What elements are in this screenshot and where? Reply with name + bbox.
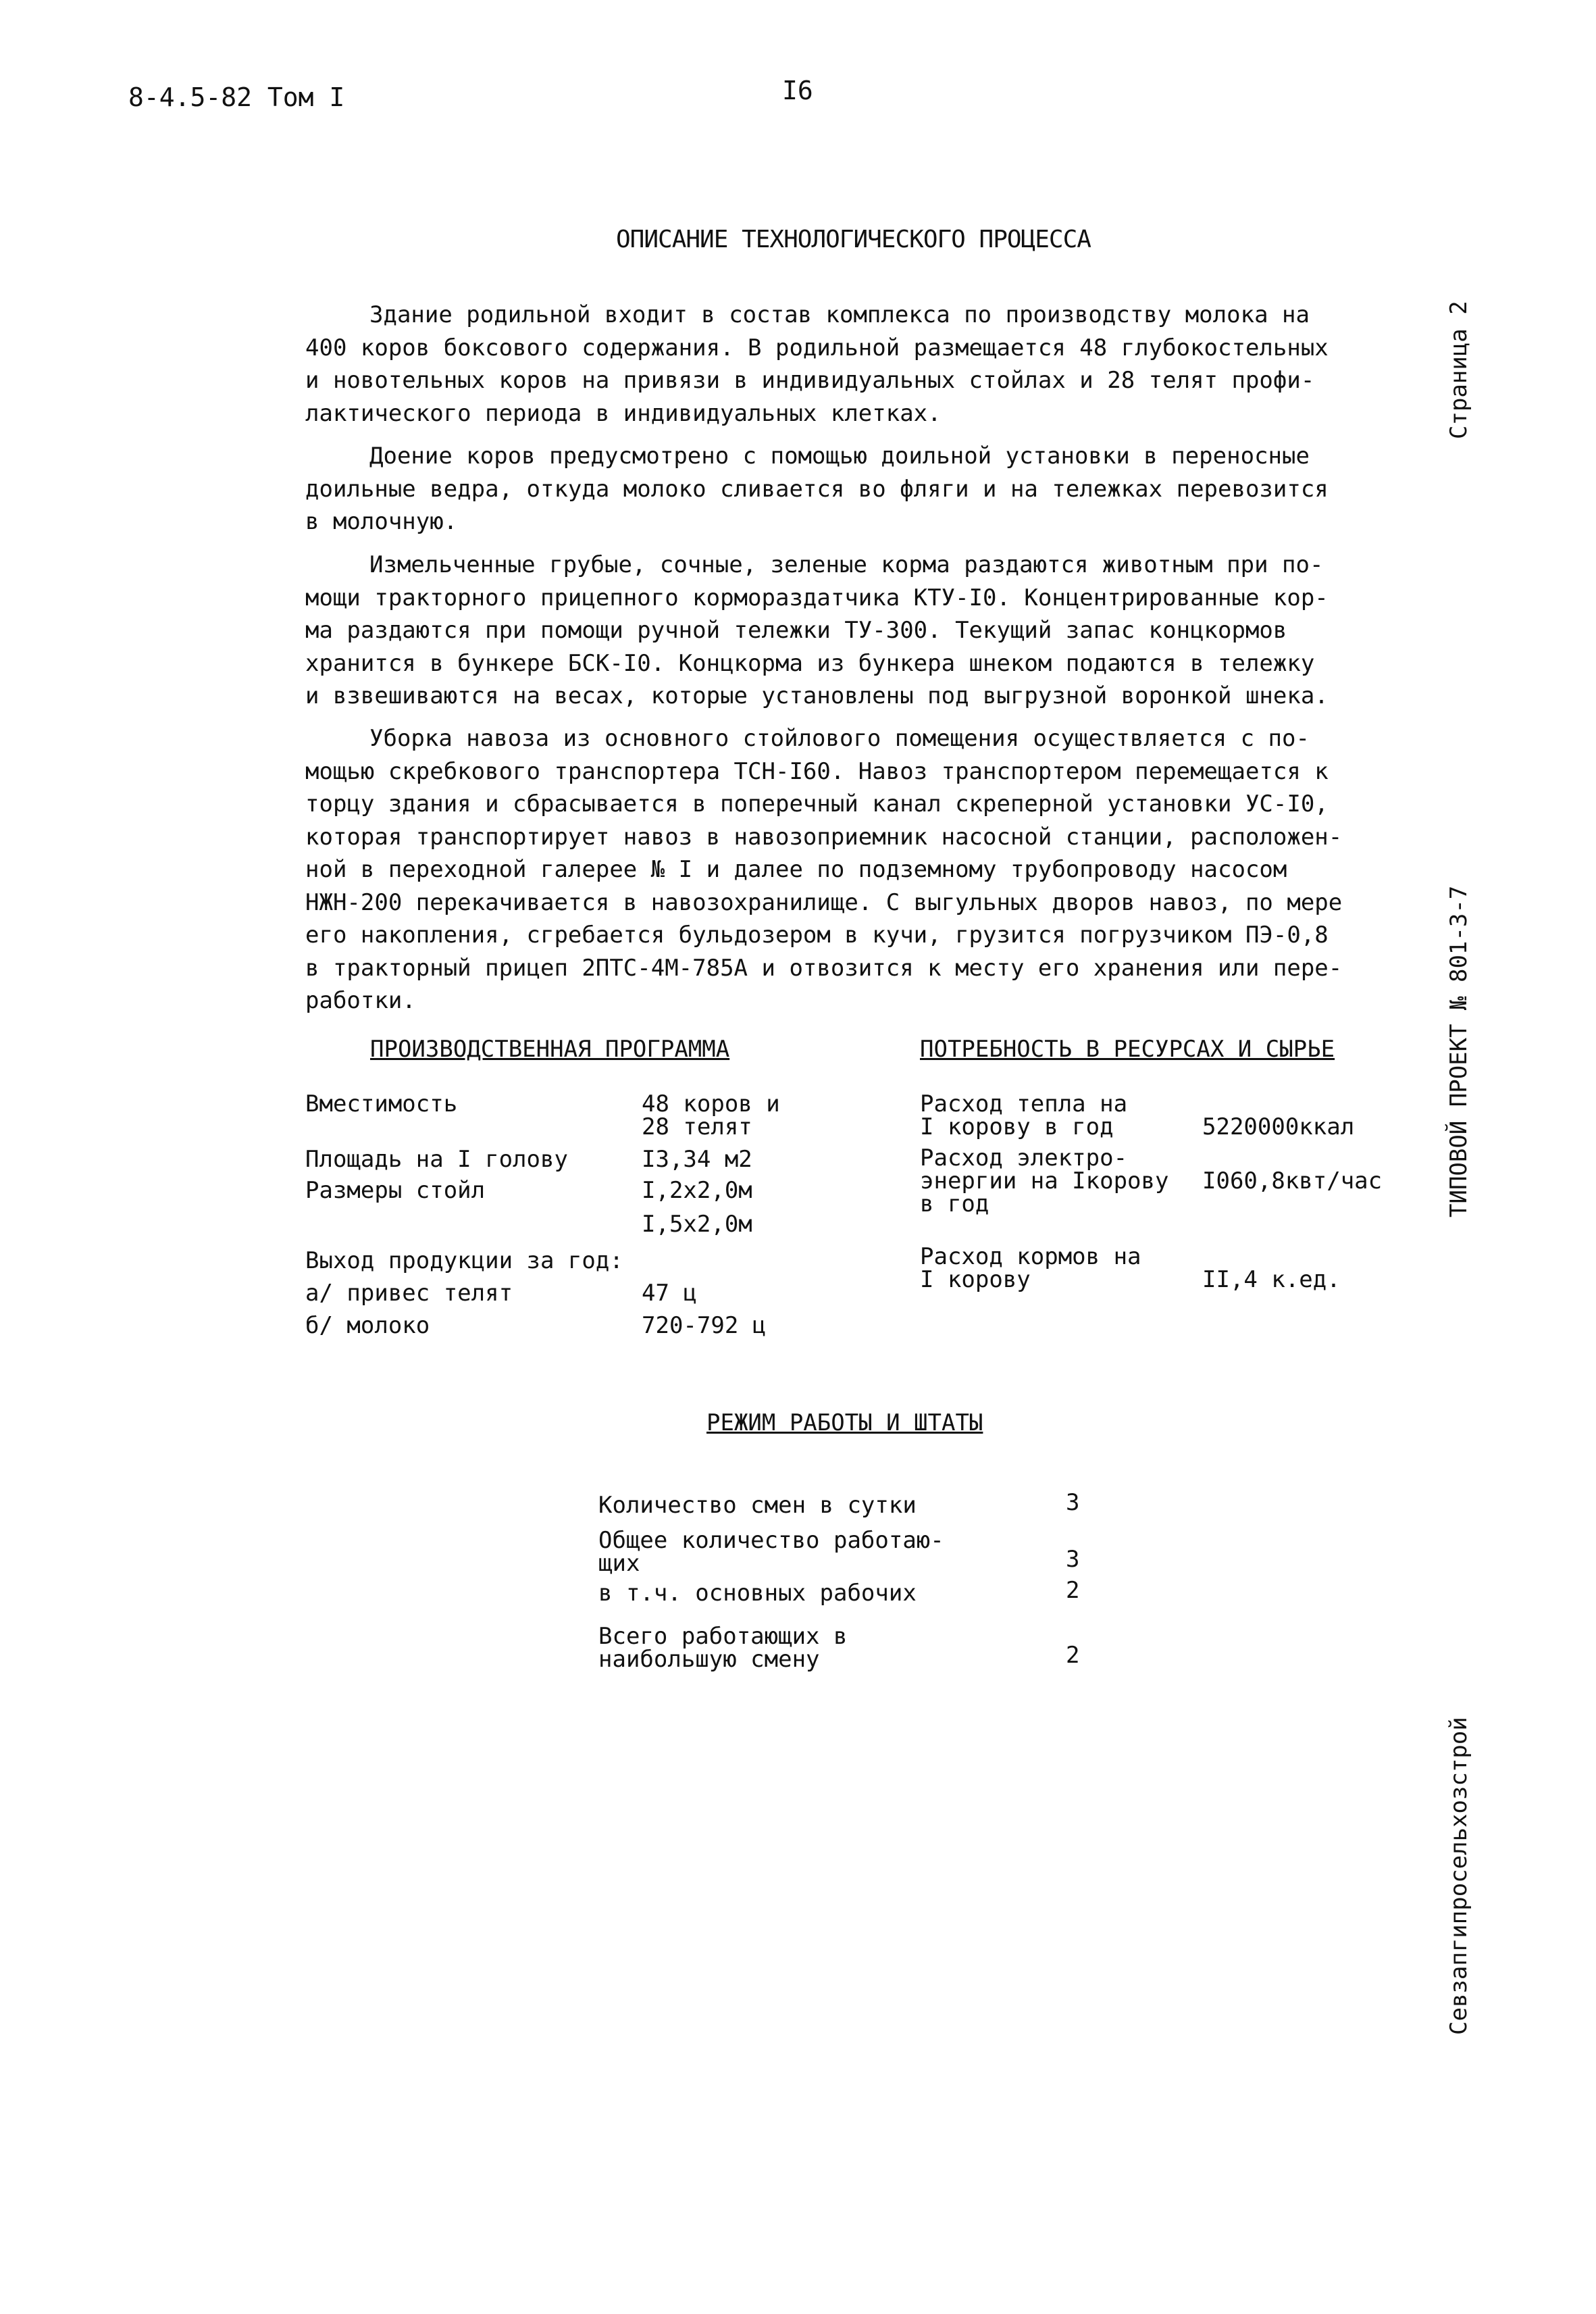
text-line: ной в переходной галерее № I и далее по подземному трубопроводу насосом	[305, 856, 1287, 883]
text-line: работки.	[305, 987, 416, 1014]
shifts-label: Количество смен в сутки	[598, 1492, 917, 1519]
text-line: мощи тракторного прицепного кормораздатчика КТУ-I0. Концентрированные кор-	[305, 584, 1329, 611]
side-project-label: ТИПОВОЙ ПРОЕКТ № 801-3-7	[1445, 885, 1472, 1217]
text-line: Уборка навоза из основного стойлового помещения осуществляется с по-	[369, 725, 1310, 752]
total-label-line1: Общее количество работаю-	[598, 1527, 944, 1554]
page-number: I6	[782, 76, 813, 105]
heat-label-line2: I корову в год	[920, 1113, 1114, 1140]
side-page-label: Страница 2	[1445, 301, 1472, 439]
paragraph-feeding	[305, 549, 1329, 713]
feed-label-line2: I корову	[920, 1266, 1031, 1293]
text-line: лактического периода в индивидуальных клетках.	[305, 399, 942, 427]
power-value: I060,8квт/час	[1202, 1167, 1383, 1194]
milk-label: б/ молоко	[305, 1312, 430, 1339]
text-line: мощью скребкового транспортера ТСН-I60. Навоз транспортером перемещается к	[305, 757, 1329, 785]
section-title: ОПИСАНИЕ ТЕХНОЛОГИЧЕСКОГО ПРОЦЕССА	[616, 226, 1091, 253]
total-label-line2: щих	[598, 1550, 640, 1577]
stall-label: Размеры стойл	[305, 1177, 486, 1204]
text-line: в тракторный прицеп 2ПТС-4М-785А и отвозится к месту его хранения или пере-	[305, 954, 1343, 982]
text-line: его накопления, сгребается бульдозером в кучи, грузится погрузчиком ПЭ-0,8	[305, 922, 1329, 949]
text-line: НЖН-200 перекачивается в навозохранилище. С выгульных дворов навоз, по мере	[305, 888, 1343, 916]
main-workers-value: 2	[1066, 1577, 1080, 1604]
text-line: ма раздаются при помощи ручной тележки ТУ-300. Текущий запас концкормов	[305, 617, 1287, 644]
power-label-line1: Расход электро-	[920, 1145, 1128, 1172]
max-shift-label-line2: наибольшую смену	[598, 1646, 820, 1673]
text-line: Измельченные грубые, сочные, зеленые корма раздаются животным при по-	[369, 551, 1324, 578]
max-shift-value: 2	[1066, 1642, 1080, 1669]
heat-label-line1: Расход тепла на	[920, 1090, 1128, 1117]
area-value: I3,34 м2	[642, 1146, 752, 1173]
text-line: Доение коров предусмотрено с помощью доильной установки в переносные	[369, 443, 1310, 470]
stall-value-1: I,2х2,0м	[642, 1177, 752, 1204]
paragraph-building	[305, 299, 1329, 430]
gain-value: 47 ц	[642, 1280, 697, 1307]
stall-value-2: I,5х2,0м	[642, 1211, 752, 1238]
power-label-line3: в год	[920, 1190, 989, 1217]
text-line: 400 коров боксового содержания. В родильной размещается 48 глубокостельных	[305, 334, 1329, 361]
capacity-value-line2: 28 телят	[642, 1113, 752, 1140]
text-line: в молочную.	[305, 508, 458, 535]
total-value: 3	[1066, 1546, 1080, 1573]
feed-value: II,4 к.ед.	[1202, 1266, 1341, 1293]
staff-heading: РЕЖИМ РАБОТЫ И ШТАТЫ	[706, 1409, 983, 1436]
document-reference: 8-4.5-82 Том I	[128, 82, 345, 112]
text-line: хранится в бункере БСК-I0. Концкорма из бункера шнеком подаются в тележку	[305, 649, 1315, 677]
capacity-label: Вместимость	[305, 1090, 458, 1117]
main-workers-label: в т.ч. основных рабочих	[598, 1580, 917, 1607]
max-shift-label-line1: Всего работающих в	[598, 1623, 848, 1650]
power-label-line2: энергии на Iкорову	[920, 1167, 1169, 1194]
side-organization-label: Севзапгипросельхозстрой	[1445, 1717, 1472, 2035]
capacity-value-line1: 48 коров и	[642, 1090, 780, 1117]
milk-value: 720-792 ц	[642, 1312, 767, 1339]
gain-label: а/ привес телят	[305, 1280, 513, 1307]
output-label: Выход продукции за год:	[305, 1247, 623, 1274]
text-line: которая транспортирует навоз в навозоприемник насосной станции, расположен-	[305, 823, 1343, 851]
paragraph-manure	[305, 722, 1343, 1017]
text-line: и новотельных коров на привязи в индивидуальных стойлах и 28 телят профи-	[305, 367, 1315, 394]
text-line: торцу здания и сбрасывается в поперечный канал скреперной установки УС-I0,	[305, 790, 1329, 818]
shifts-value: 3	[1066, 1489, 1080, 1516]
area-label: Площадь на I голову	[305, 1146, 568, 1173]
feed-label-line1: Расход кормов на	[920, 1243, 1141, 1270]
text-line: Здание родильной входит в состав комплекса по производству молока на	[369, 301, 1310, 328]
resources-heading: ПОТРЕБНОСТЬ В РЕСУРСАХ И СЫРЬЕ	[920, 1036, 1335, 1063]
production-heading: ПРОИЗВОДСТВЕННАЯ ПРОГРАММА	[370, 1036, 730, 1063]
heat-value: 5220000ккал	[1202, 1113, 1355, 1140]
text-line: и взвешиваются на весах, которые установлены под выгрузной воронкой шнека.	[305, 682, 1329, 709]
paragraph-milking	[305, 440, 1329, 538]
text-line: доильные ведра, откуда молоко сливается во фляги и на тележках перевозится	[305, 475, 1329, 503]
